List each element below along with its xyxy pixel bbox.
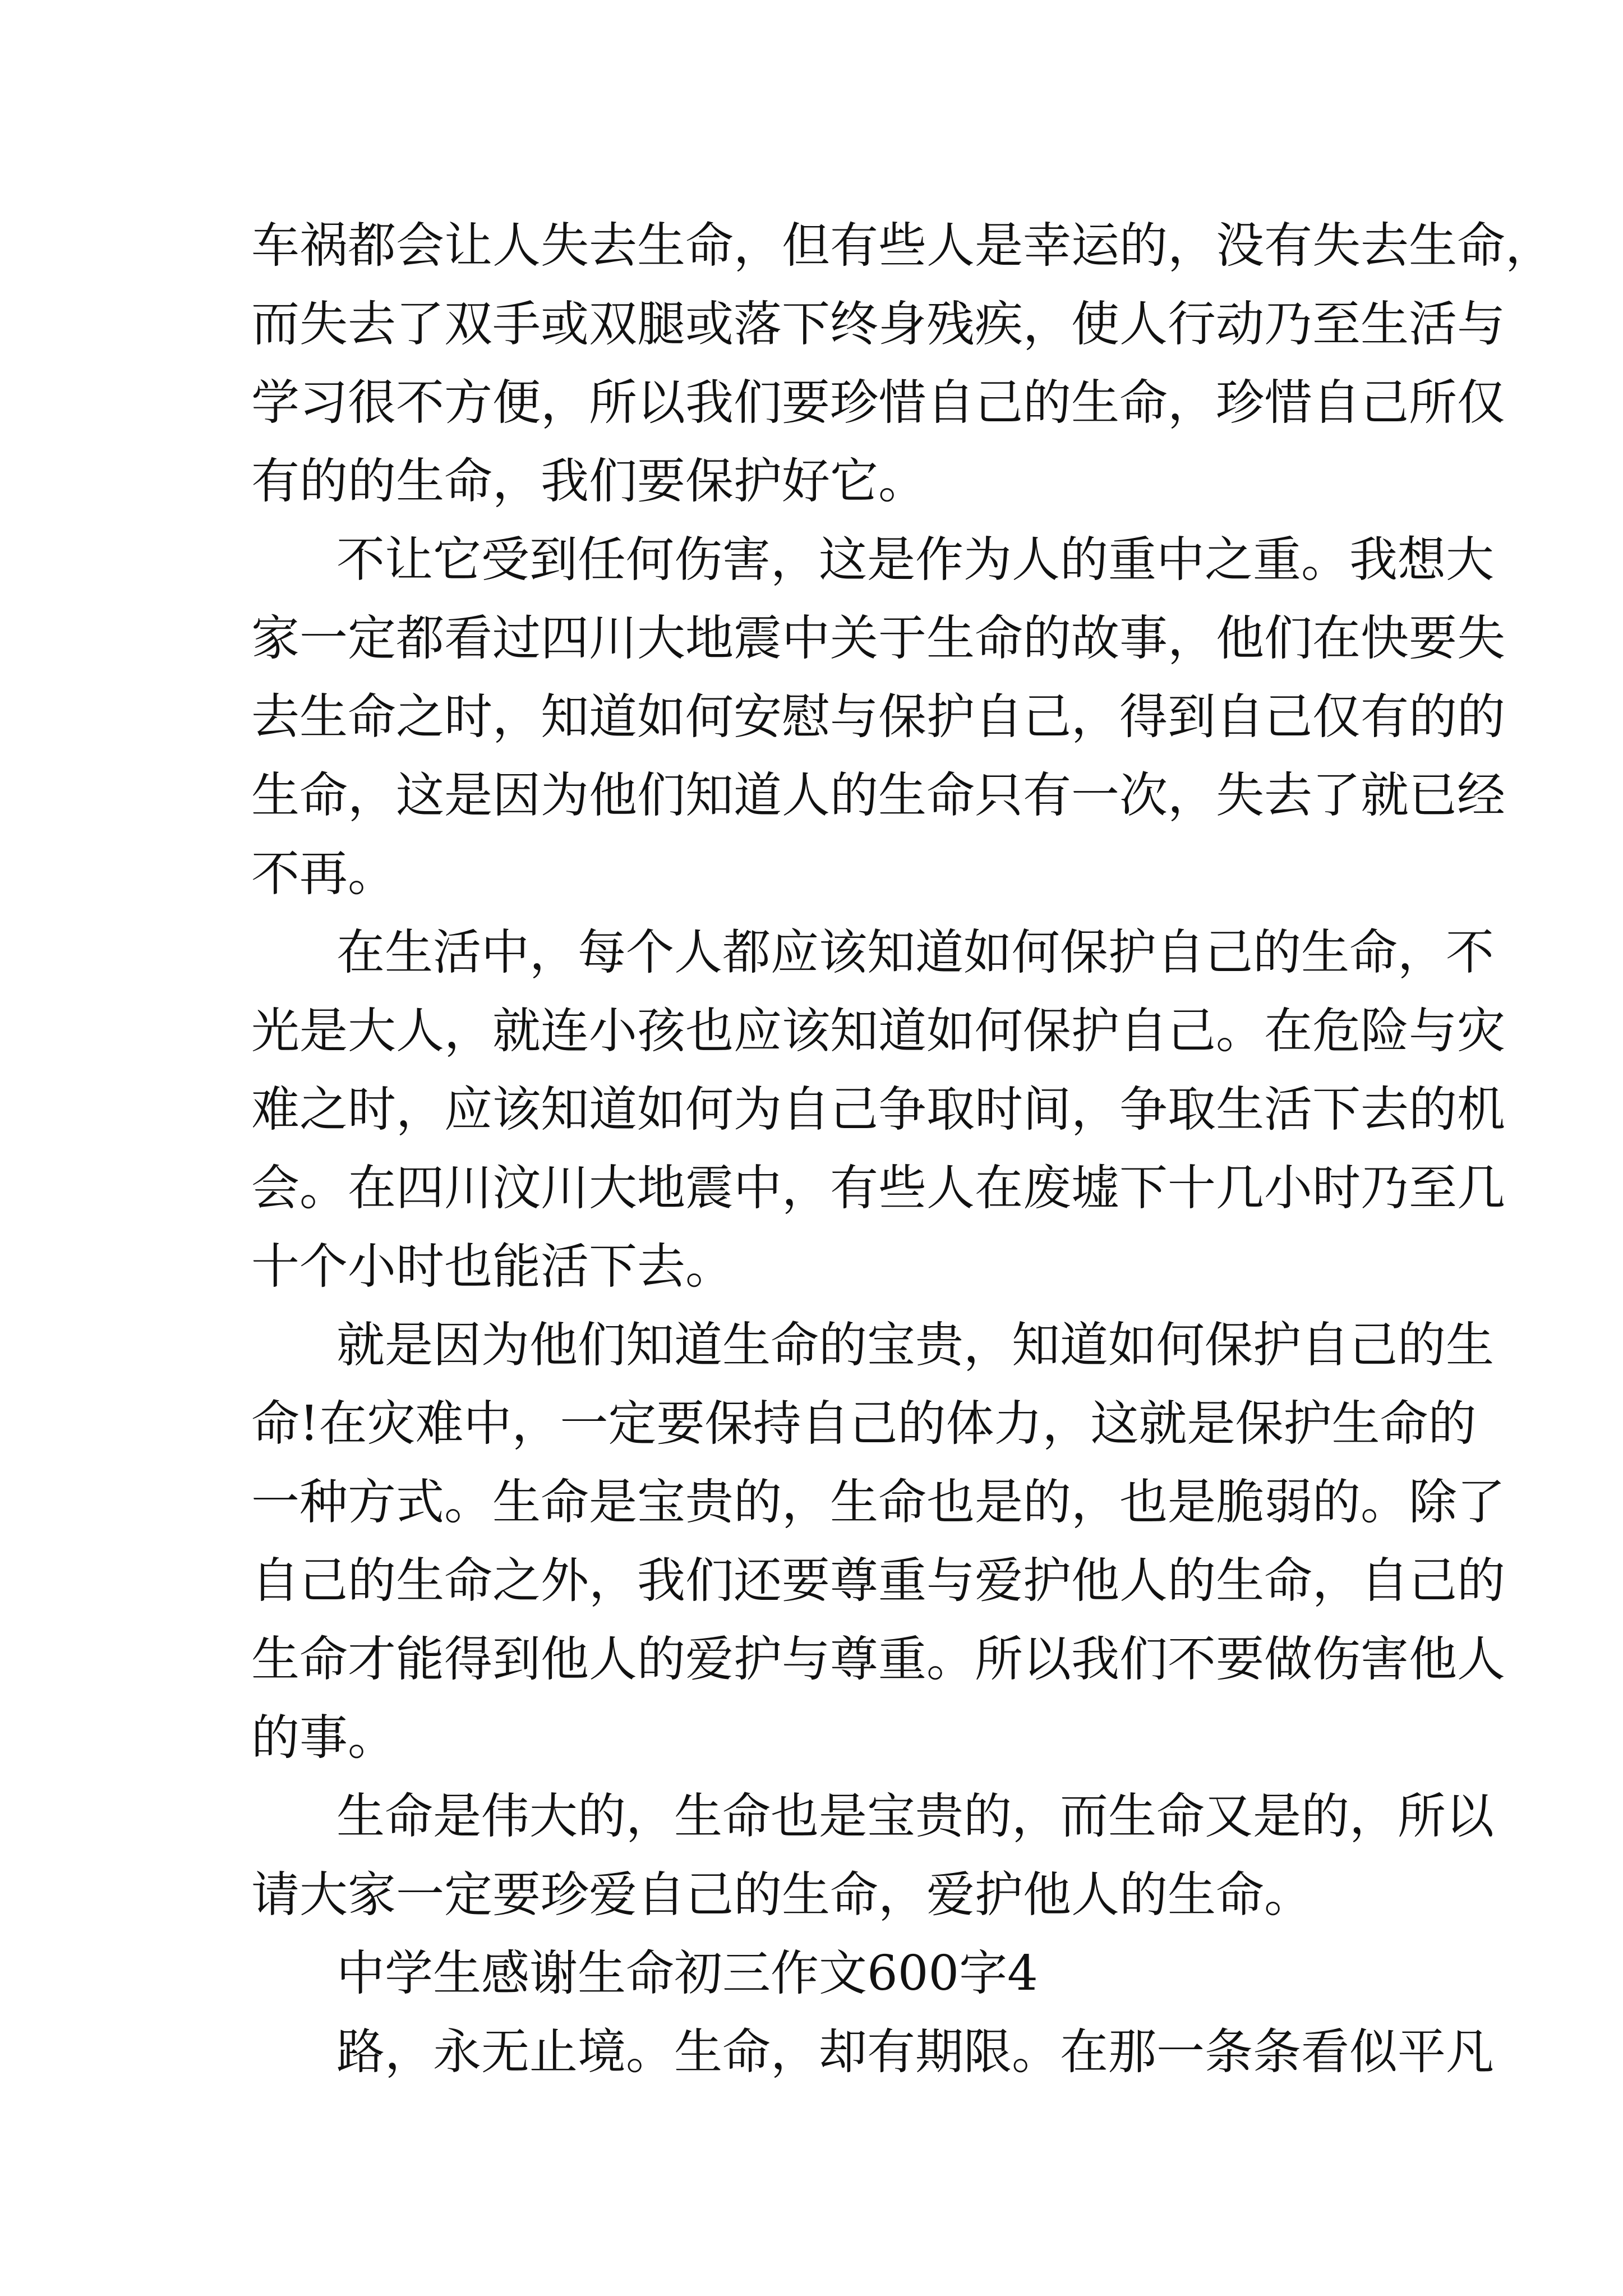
paragraph-first-line: 就是因为他们知道生命的宝贵，知道如何保护自己的生 — [336, 1317, 1494, 1373]
text-line: 而失去了双手或双腿或落下终身残疾，使人行动乃至生活与 — [251, 296, 1505, 352]
section-heading: 中学生感谢生命初三作文600字4 — [336, 1945, 1038, 2001]
paragraph-first-line: 生命是伟大的，生命也是宝贵的，而生命又是的，所以 — [336, 1788, 1494, 1844]
paragraph-first-line: 不让它受到任何伤害，这是作为人的重中之重。我想大 — [336, 532, 1494, 588]
text-line: 学习很不方便，所以我们要珍惜自己的生命，珍惜自己所仅 — [251, 375, 1505, 431]
text-line: 请大家一定要珍爱自己的生命，爱护他人的生命。 — [251, 1867, 1312, 1923]
text-line: 生命，这是因为他们知道人的生命只有一次，失去了就已经 — [251, 767, 1505, 823]
text-line: 家一定都看过四川大地震中关于生命的故事，他们在快要失 — [251, 610, 1505, 666]
text-line: 的事。 — [251, 1710, 396, 1766]
paragraph-first-line: 路，永无止境。生命，却有期限。在那一条条看似平凡 — [336, 2024, 1494, 2080]
text-line: 光是大人，就连小孩也应该知道如何保护自己。在危险与灾 — [251, 1003, 1505, 1059]
text-line: 十个小时也能活下去。 — [251, 1239, 734, 1295]
text-line: 难之时，应该知道如何为自己争取时间，争取生活下去的机 — [251, 1082, 1505, 1138]
text-line: 不再。 — [251, 846, 396, 902]
text-line: 自己的生命之外，我们还要尊重与爱护他人的生命，自己的 — [251, 1553, 1505, 1609]
text-line: 生命才能得到他人的爱护与尊重。所以我们不要做伤害他人 — [251, 1631, 1505, 1687]
text-line: 命!在灾难中，一定要保持自己的体力，这就是保护生命的 — [251, 1396, 1477, 1452]
text-line: 有的的生命，我们要保护好它。 — [251, 453, 926, 509]
text-line: 去生命之时，知道如何安慰与保护自己，得到自己仅有的的 — [251, 689, 1505, 745]
text-line: 会。在四川汶川大地震中，有些人在废墟下十几小时乃至几 — [251, 1160, 1505, 1216]
text-line: 车祸都会让人失去生命，但有些人是幸运的，没有失去生命， — [251, 218, 1553, 274]
text-line: 一种方式。生命是宝贵的，生命也是的，也是脆弱的。除了 — [251, 1474, 1505, 1530]
paragraph-first-line: 在生活中，每个人都应该知道如何保护自己的生命，不 — [336, 924, 1494, 981]
